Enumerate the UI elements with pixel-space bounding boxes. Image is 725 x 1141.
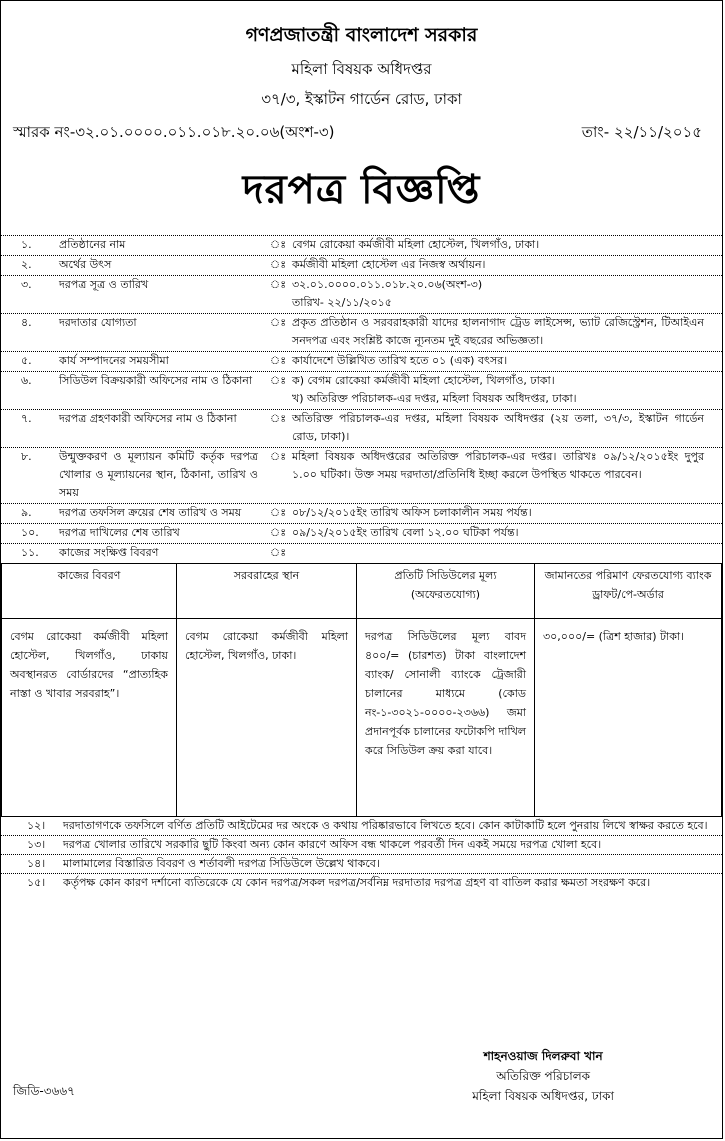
item-colon: ঃ	[269, 374, 287, 387]
item-value: ০৮/১২/২০১৫ইং তারিখ অফিস চলাকালীন সময় পর্যন্ত।	[292, 506, 532, 519]
table-row	[2, 619, 722, 817]
item-value	[292, 372, 722, 408]
department-name: মহিলা বিষয়ক অধিদপ্তর	[291, 60, 432, 78]
item-label: দরপত্র তফসিল ক্রয়ের শেষ তারিখ ও সময়	[59, 506, 242, 519]
item-value-line: খ) অতিরিক্ত পরিচালক-এর দপ্তর, মহিলা বিষয়ক অধিদপ্তর, ঢাকা।	[292, 392, 577, 405]
item-colon: ঃ	[269, 278, 287, 291]
item-label: দরদাতার যোগ্যতা	[59, 316, 137, 329]
memo-date: তাং- ২২/১১/২০১৫	[581, 123, 702, 141]
notes	[1, 817, 722, 892]
table-cell: দরপত্র সিডিউলের মূল্য বাবদ ৪০০/= (চারশত) টাকা বাংলাদেশ ব্যাংক/ সোনালী ব্যাংকে ট্রেজারী চালানের মাধ্যমে (কোড নং-১-৩০২১-০০০০-২৩৬৬) জমা প্রদানপূর্বক চালানের ফটোকপি দাখিল করে সিডিউল ক্রয় করা যাবে।	[357, 619, 535, 817]
item-number: ১১.	[21, 546, 39, 559]
item-number: ৯.	[21, 506, 32, 519]
item-label: দরপত্র গ্রহণকারী অফিসের নাম ও ঠিকানা	[59, 412, 237, 425]
work-table	[1, 563, 722, 817]
item-colon: ঃ	[269, 316, 287, 329]
table-cell: ৩০,০০০/= (ত্রিশ হাজার) টাকা।	[535, 619, 722, 817]
item-colon: ঃ	[269, 506, 287, 519]
item-number: ৬.	[21, 374, 32, 387]
table-header-cell: কাজের বিবরণ	[2, 564, 177, 619]
signatory-name: শাহনওয়াজ দিলরুবা খান	[483, 1049, 603, 1063]
signature-block	[472, 1046, 614, 1106]
item-value: কর্মজীবী মহিলা হোস্টেল এর নিজস্ব অর্থায়ন।	[292, 258, 486, 271]
list-item	[1, 855, 722, 874]
department-address: ৩৭/৩, ইস্কাটন গার্ডেন রোড, ঢাকা	[261, 90, 462, 108]
note-text: কর্তৃপক্ষ কোন কারণ দর্শানো ব্যতিরেকে যে কোন দরপত্র/সকল দরপত্র/সর্বনিম্ন দরদাতার দরপত্র গ্রহণ বা বাতিল করার ক্ষমতা সংরক্ষণ করে।	[63, 876, 651, 889]
list-item	[1, 504, 722, 524]
item-value: অতিরিক্ত পরিচালক-এর দপ্তর, মহিলা বিষয়ক অধিদপ্তর (২য় তলা, ৩৭/৩, ইস্কাটন গার্ডেন রোড, ঢাকা)।	[292, 412, 704, 443]
item-number: ৫.	[21, 354, 32, 367]
item-value: মহিলা বিষয়ক অধিদপ্তরের অতিরিক্ত পরিচালক-এর দপ্তর। তারিখঃ ০৯/১২/২০১৫ইং দুপুর ১.০০ ঘটিকা। উক্ত সময় দরদাতা/প্রতিনিধি ইচ্ছা করলে উপস্থিত থাকতে পারবেন।	[292, 450, 704, 481]
list-item	[1, 236, 722, 256]
item-label: উন্মুক্তকরণ ও মূল্যায়ন কমিটি কর্তৃক দরপত্র খোলার ও মূল্যায়নের স্থান, ঠিকানা, তারিখ ও সময়	[59, 450, 258, 499]
table-cell: বেগম রোকেয়া কর্মজীবী মহিলা হোস্টেল, খিলগাঁও, ঢাকায় অবস্থানরত বোর্ডারদের “প্রাত্যহিক নাস্তা ও খাবার সরবরাহ”।	[2, 619, 177, 817]
signatory-office: মহিলা বিষয়ক অধিদপ্তর, ঢাকা	[472, 1089, 614, 1103]
memo-number: স্মারক নং-৩২.০১.০০০০.০১১.০১৮.২০.০৬(অংশ-৩)	[13, 123, 335, 141]
list-item	[1, 410, 722, 448]
item-colon: ঃ	[269, 354, 287, 367]
item-value: বেগম রোকেয়া কর্মজীবী মহিলা হোস্টেল, খিলগাঁও, ঢাকা।	[292, 238, 540, 251]
item-number: ১০.	[21, 526, 39, 539]
item-label: দরপত্র সূত্র ও তারিখ	[59, 278, 149, 291]
item-label: সিডিউল বিক্রয়কারী অফিসের নাম ও ঠিকানা	[59, 374, 253, 387]
note-text: মালামালের বিস্তারিত বিবরণ ও শর্তাবলী দরপত্র সিডিউলে উল্লেখ থাকবে।	[63, 857, 380, 870]
note-text: দরদাতাগণকে তফসিলে বর্ণিত প্রতিটি আইটেমের দর অংকে ও কথায় পরিষ্কারভাবে লিখতে হবে। কোন কাটাকাটি হলে পুনরায় লিখে স্বাক্ষর করতে হবে।	[63, 819, 708, 832]
header	[1, 21, 722, 113]
list-item	[1, 524, 722, 544]
list-item	[1, 448, 722, 504]
item-value	[292, 276, 722, 312]
signatory-designation: অতিরিক্ত পরিচালক	[496, 1069, 591, 1083]
item-value-line: ক) বেগম রোকেয়া কর্মজীবী মহিলা হোস্টেল, খিলগাঁও, ঢাকা।	[292, 374, 555, 387]
list-item	[1, 256, 722, 276]
item-label: কাজের সংক্ষিপ্ত বিবরণ	[59, 546, 159, 559]
table-cell: বেগম রোকেয়া কর্মজীবী মহিলা হোস্টেল, খিলগাঁও, ঢাকা।	[177, 619, 357, 817]
list-item	[1, 276, 722, 314]
tender-items	[1, 236, 722, 563]
list-item	[1, 372, 722, 410]
list-item	[1, 874, 722, 892]
note-number: ১৩।	[27, 838, 46, 851]
memo-line	[1, 121, 722, 146]
item-label: কার্য সম্পাদনের সময়সীমা	[59, 354, 169, 367]
item-colon: ঃ	[269, 546, 287, 559]
list-item	[1, 314, 722, 352]
item-colon: ঃ	[269, 258, 287, 271]
item-number: ৭.	[21, 412, 32, 425]
list-item	[1, 817, 722, 836]
item-number: ৩.	[21, 278, 32, 291]
item-value: ০৯/১২/২০১৫ইং তারিখ বেলা ১২.০০ ঘটিকা পর্যন্ত।	[292, 526, 519, 539]
note-number: ১৪।	[27, 857, 46, 870]
item-value	[292, 544, 722, 562]
notice-title: দরপত্র বিজ্ঞপ্তি	[242, 167, 481, 213]
table-header-row	[2, 564, 722, 619]
item-number: ২.	[21, 258, 32, 271]
item-number: ৮.	[21, 450, 32, 463]
item-colon: ঃ	[269, 450, 287, 463]
item-label: অর্থের উৎস	[59, 258, 112, 271]
item-value: কার্যাদেশে উল্লিখিত তারিখ হতে ০১ (এক) বৎসর।	[292, 354, 508, 367]
govt-title: গণপ্রজাতন্ত্রী বাংলাদেশ সরকার	[245, 24, 478, 46]
list-item	[1, 836, 722, 855]
item-colon: ঃ	[269, 526, 287, 539]
table-header-cell: সরবরাহের স্থান	[177, 564, 357, 619]
gd-code: জিডি-৩৬৬৭	[13, 1084, 75, 1098]
item-colon: ঃ	[269, 238, 287, 251]
item-label: দরপত্র দাখিলের শেষ তারিখ	[59, 526, 180, 539]
note-number: ১৫।	[27, 876, 46, 889]
item-number: ৪.	[21, 316, 32, 329]
note-number: ১২।	[27, 819, 46, 832]
item-number: ১.	[21, 238, 32, 251]
table-header-cell: জামানতের পরিমাণ ফেরতযোগ্য ব্যাংক ড্রাফট/পে-অর্ডার	[535, 564, 722, 619]
list-item	[1, 352, 722, 372]
list-item	[1, 544, 722, 563]
note-text: দরপত্র খোলার তারিখে সরকারি ছুটি কিংবা অন্য কোন কারণে অফিস বন্ধ থাকলে পরবর্তী দিন একই সময়ে দরপত্র খোলা হবে।	[63, 838, 602, 851]
item-value-line: ৩২.০১.০০০০.০১১.০১৮.২০.০৬(অংশ-৩)	[292, 278, 483, 291]
item-label: প্রতিষ্ঠানের নাম	[59, 238, 126, 251]
table-header-cell: প্রতিটি সিডিউলের মূল্য (অফেরতযোগ্য)	[357, 564, 535, 619]
item-colon: ঃ	[269, 412, 287, 425]
item-value-line: তারিখ- ২২/১১/২০১৫	[292, 296, 392, 309]
item-value: প্রকৃত প্রতিষ্ঠান ও সরবরাহকারী যাদের হালনাগাদ ট্রেড লাইসেন্স, ভ্যাট রেজিস্ট্রেশন, টিআইএন সনদপত্র এবং সংশ্লিষ্ট কাজে ন্যূনতম দুই বছরের অভিজ্ঞতা।	[292, 316, 704, 347]
